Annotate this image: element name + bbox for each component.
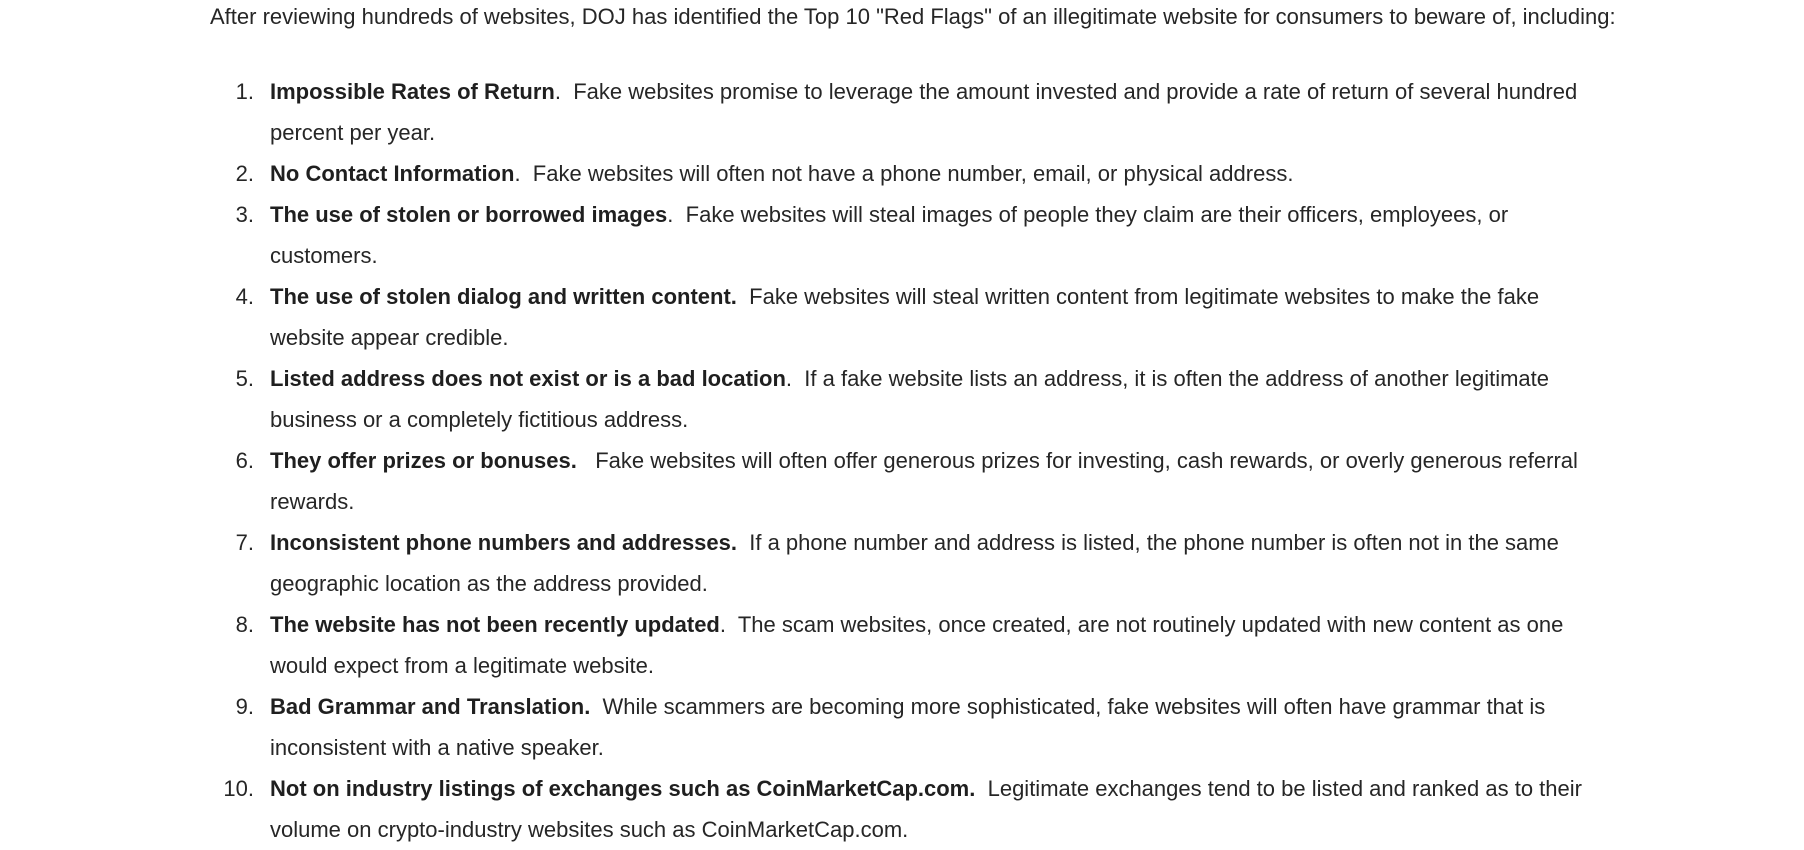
list-item-heading-punct: . — [785, 366, 793, 391]
list-item-text: The scam websites, once created, are not routinely updated with new content as one would expect from a legitimate website. — [270, 612, 1564, 678]
list-item-heading: The website has not been recently updated — [270, 612, 720, 637]
list-item-heading: Not on industry listings of exchanges such as CoinMarketCap.com. — [270, 776, 976, 801]
list-item-heading-punct: . — [667, 202, 674, 227]
list-item — [0, 71, 1590, 153]
list-item-number: 2. — [235, 161, 254, 186]
list-item-heading: No Contact Information — [270, 161, 515, 186]
list-item-number: 5. — [235, 366, 254, 391]
list-item-number: 3. — [235, 202, 254, 227]
list-item-heading: Bad Grammar and Translation. — [270, 694, 591, 719]
list-item-heading-punct: . — [554, 79, 561, 104]
list-item-heading-punct: . — [514, 161, 521, 186]
list-item — [0, 194, 1590, 276]
list-item-text: Fake websites will often offer generous prizes for investing, cash rewards, or overly generous referral rewards. — [270, 448, 1578, 514]
list-item-number: 10. — [223, 776, 254, 801]
list-item — [0, 768, 1590, 850]
list-item-heading: Impossible Rates of Return — [270, 79, 555, 104]
list-item-text: Fake websites will steal written content from legitimate websites to make the fake website appear credible. — [270, 284, 1540, 350]
list-item-text: Fake websites promise to leverage the amount invested and provide a rate of return of several hundred percent per year. — [270, 79, 1578, 145]
list-item — [0, 686, 1590, 768]
list-item-heading: Inconsistent phone numbers and addresses. — [270, 530, 737, 555]
list-item — [0, 358, 1590, 440]
list-item-text: If a phone number and address is listed, the phone number is often not in the same geographic location as the address provided. — [270, 530, 1559, 596]
list-item-number: 8. — [235, 612, 254, 637]
list-item-text: If a fake website lists an address, it is often the address of another legitimate business or a completely fictitious address. — [270, 366, 1549, 432]
list-item-heading: The use of stolen dialog and written content. — [270, 284, 737, 309]
list-item-text: Fake websites will often not have a phone number, email, or physical address. — [532, 161, 1294, 186]
list-item-heading: The use of stolen or borrowed images — [270, 202, 668, 227]
list-item-number: 1. — [235, 79, 254, 104]
list-item-number: 9. — [235, 694, 254, 719]
list-item-heading: Listed address does not exist or is a bad location — [270, 366, 786, 391]
list-item-number: 6. — [235, 448, 254, 473]
list-item-number: 4. — [235, 284, 254, 309]
list-item-text: While scammers are becoming more sophisticated, fake websites will often have grammar that is inconsistent with a native speaker. — [270, 694, 1546, 760]
list-item-heading-punct: . — [719, 612, 726, 637]
list-item — [0, 604, 1590, 686]
list-item — [0, 440, 1590, 522]
list-item — [0, 153, 1590, 194]
red-flags-list — [0, 71, 1804, 850]
list-item-text: Legitimate exchanges tend to be listed and ranked as to their volume on crypto-industry websites such as CoinMarketCap.com. — [270, 776, 1582, 842]
list-item-heading: They offer prizes or bonuses. — [270, 448, 577, 473]
list-item — [0, 522, 1590, 604]
list-item-text: Fake websites will steal images of people they claim are their officers, employees, or customers. — [270, 202, 1509, 268]
intro-paragraph: After reviewing hundreds of websites, DOJ has identified the Top 10 "Red Flags" of an illegitimate website for consumers to beware of, including: — [210, 4, 1616, 29]
list-item — [0, 276, 1590, 358]
list-item-number: 7. — [235, 530, 254, 555]
